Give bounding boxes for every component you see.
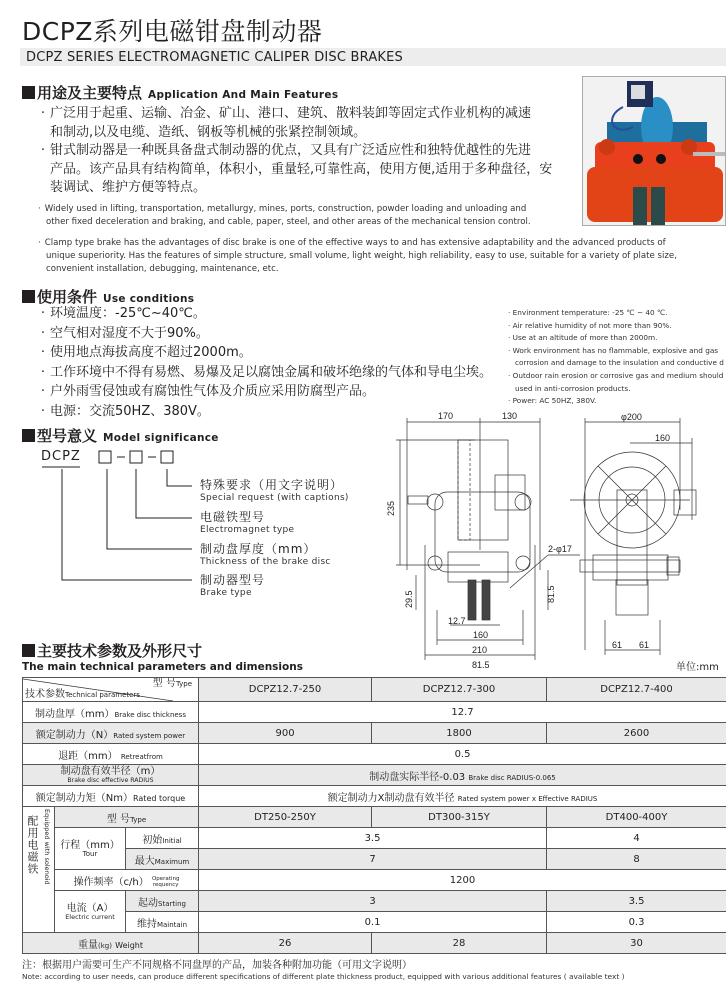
corner-cell — [23, 678, 199, 702]
model-diagram-lines — [0, 440, 380, 600]
list-item: · 环境温度：-25℃~40℃。 — [40, 306, 206, 321]
dim-210: 210 — [472, 645, 488, 655]
table-row — [23, 744, 726, 765]
table-row — [23, 807, 726, 828]
table-row — [23, 702, 726, 723]
dim-160: 160 — [473, 630, 489, 640]
conditions-en-list: · Environment temperature: -25 ℃ ~ 40 ℃. · Air relative humidity of not more than 90%. · Use at an altitude of more than 2000m. · Work environment has no flammable, explosive and gas corrosion and damage to the insulation and conductive d · Outdoor rain erosion or corrosive gas and medium should used in anti-corrosion products. · Power: AC 50HZ, 380V. — [508, 308, 724, 406]
cell: 0.1 — [199, 912, 547, 933]
table-row — [23, 723, 726, 744]
table-row — [23, 912, 726, 933]
cell: 28 — [372, 933, 547, 954]
model-header: DCPZ12.7-250 — [199, 678, 372, 702]
heading-en: Application And Main Features — [148, 89, 339, 101]
table-row — [23, 933, 726, 954]
row-label: 制动盘厚（mm）Brake disc thickness — [23, 702, 199, 723]
row-label: 型 号Type — [55, 807, 199, 828]
dim-160-front: 160 — [655, 433, 671, 443]
dim-phi200: φ200 — [621, 412, 642, 422]
square-bullet-icon — [22, 644, 35, 657]
table-row — [23, 849, 726, 870]
features-cn-list — [36, 105, 552, 198]
corner-param-label: 技术参数Technical parameters — [25, 689, 140, 700]
cell: 4 — [547, 828, 726, 849]
spec-table — [22, 677, 726, 954]
dim-81-5-vert: 81.5 — [546, 585, 556, 603]
dim-61-right: 61 — [639, 640, 650, 650]
cell: DT250-250Y — [199, 807, 372, 828]
features-en-1: · Widely used in lifting, transportation, metallurgy, mines, ports, construction, powder loading and unloading and other fixed deceleration and braking, and cable, paper, steel, and other areas of the mechanical tension control. — [38, 204, 531, 227]
model-header: DCPZ12.7-300 — [372, 678, 547, 702]
cell: DT300-315Y — [372, 807, 547, 828]
table-row — [23, 891, 726, 912]
cell: 0.5 — [199, 744, 726, 765]
dim-29-5: 29.5 — [404, 590, 414, 608]
cell: 1200 — [199, 870, 726, 891]
cell: DT400-400Y — [547, 807, 726, 828]
list-item-cont: 和制动,以及电缆、造纸、钢板等机械的张紧控制领域。 — [50, 124, 367, 140]
square-bullet-icon — [22, 290, 35, 303]
dim-61-left: 61 — [612, 640, 623, 650]
cell: 制动盘实际半径-0.03 Brake disc RADIUS-0.065 — [199, 765, 726, 786]
cell: 26 — [199, 933, 372, 954]
row-sublabel: 最大Maximum — [126, 849, 199, 870]
cell: 8 — [547, 849, 726, 870]
table-row — [23, 786, 726, 807]
heading-cn: 主要技术参数及外形尺寸 — [37, 642, 203, 660]
model-item-electromagnet: 电磁铁型号 Electromagnet type — [200, 510, 295, 535]
solenoid-group-label: 配用电磁铁 Equipped with solenoid — [23, 807, 55, 933]
heading-cn: 用途及主要特点 — [37, 84, 143, 102]
cell: 3.5 — [199, 828, 547, 849]
model-item-brake-type: 制动器型号 Brake type — [200, 573, 266, 598]
cell: 900 — [199, 723, 372, 744]
cell: 3.5 — [547, 891, 726, 912]
corner-type-label: 型 号Type — [152, 678, 193, 689]
row-label: 退距（mm） Retreatfrom — [23, 744, 199, 765]
list-item: · 电源：交流50HZ、380V。 — [40, 403, 210, 419]
dim-2-phi17: 2-φ17 — [548, 544, 572, 554]
list-item-cont: 装调试、维护方便等特点。 — [50, 180, 207, 195]
cell: 3 — [199, 891, 547, 912]
square-bullet-icon — [22, 86, 35, 99]
dim-235: 235 — [386, 500, 396, 516]
cell: 额定制动力X制动盘有效半径 Rated system power x Effective RADIUS — [199, 786, 726, 807]
model-code: DCPZ — [41, 449, 81, 464]
model-header: DCPZ12.7-400 — [547, 678, 726, 702]
list-item: · 空气相对湿度不大于90%。 — [40, 325, 209, 341]
note-cn: 注：根据用户需要可生产不同规格不同盘厚的产品，加装各种附加功能（可用文字说明） — [22, 960, 412, 971]
features-en-2: · Clamp type brake has the advantages of disc brake is one of the effective ways to and has extensive adaptability and the advanced products of unique superiority. Has the features of simple structure, small volume, light weight, high reliability, easy to use, suitable for a variety of plate size, convenient installation, debugging, maintenance, etc. — [38, 238, 677, 274]
row-sublabel: 起动Starting — [126, 891, 199, 912]
cell: 1800 — [372, 723, 547, 744]
page-title: DCPZ系列电磁钳盘制动器 — [22, 17, 323, 46]
note-en: Note: according to user needs, can produce different specifications of different plate thickness product, equipped with various additional features ( available text ) — [22, 972, 625, 981]
features-heading — [22, 82, 338, 103]
technical-drawing — [380, 410, 726, 670]
row-label: 额定制动力（N）Rated system power — [23, 723, 199, 744]
list-item: · 广泛用于起重、运输、冶金、矿山、港口、建筑、散料装卸等固定式作业机构的减速 — [40, 106, 532, 121]
table-row — [23, 870, 726, 891]
cell: 12.7 — [199, 702, 726, 723]
row-sublabel: 维持Maintain — [126, 912, 199, 933]
product-photo — [582, 76, 726, 226]
heading-cn: 型号意义 — [37, 427, 98, 445]
dim-12-7: 12.7 — [448, 616, 466, 626]
list-item: · 使用地点海拔高度不超过2000m。 — [40, 345, 252, 360]
list-item: · 户外雨雪侵蚀或有腐蚀性气体及介质应采用防腐型产品。 — [40, 384, 376, 399]
dim-170: 170 — [438, 411, 454, 421]
heading-en: Model significance — [103, 432, 219, 444]
list-item: · 钳式制动器是一种既具备盘式制动器的优点，又具有广泛适应性和独特优越性的先进 — [40, 143, 532, 158]
page-subtitle: DCPZ SERIES ELECTROMAGNETIC CALIPER DISC BRAKES — [26, 50, 404, 65]
row-label: 操作频率（c/h） Operating requency — [55, 870, 199, 891]
heading-cn: 使用条件 — [37, 288, 98, 306]
row-label: 电流（A） Electric current — [55, 891, 126, 933]
heading-en: Use conditions — [103, 293, 195, 305]
row-label: 重量(kg) Weight — [23, 933, 199, 954]
specs-heading — [22, 640, 202, 661]
table-row — [23, 678, 726, 702]
row-label: 制动盘有效半径（m） Brake disc effective RADIUS — [23, 765, 199, 786]
specs-heading-en: The main technical parameters and dimensions — [22, 661, 303, 673]
dim-130: 130 — [502, 411, 518, 421]
cell: 2600 — [547, 723, 726, 744]
table-row — [23, 828, 726, 849]
cell: 7 — [199, 849, 547, 870]
unit-label: 单位:mm — [676, 662, 719, 673]
row-sublabel: 初始Initial — [126, 828, 199, 849]
conditions-cn-list — [36, 304, 492, 421]
list-item: · 工作环境中不得有易燃、易爆及足以腐蚀金属和破坏绝缘的气体和导电尘埃。 — [40, 364, 493, 380]
list-item-cont: 产品。该产品具有结构简单，体积小，重量轻,可靠性高，使用方便,适用于多种盘径，安 — [50, 161, 553, 177]
cell: 0.3 — [547, 912, 726, 933]
dim-81-5: 81.5 — [472, 660, 490, 670]
table-row — [23, 765, 726, 786]
model-item-thickness: 制动盘厚度（mm） Thickness of the brake disc — [200, 542, 331, 567]
model-item-special: 特殊要求（用文字说明） Special request (with captions) — [200, 478, 349, 503]
row-label: 额定制动力矩（Nm）Rated torque — [23, 786, 199, 807]
row-label: 行程（mm） Tour — [55, 828, 126, 870]
cell: 30 — [547, 933, 726, 954]
